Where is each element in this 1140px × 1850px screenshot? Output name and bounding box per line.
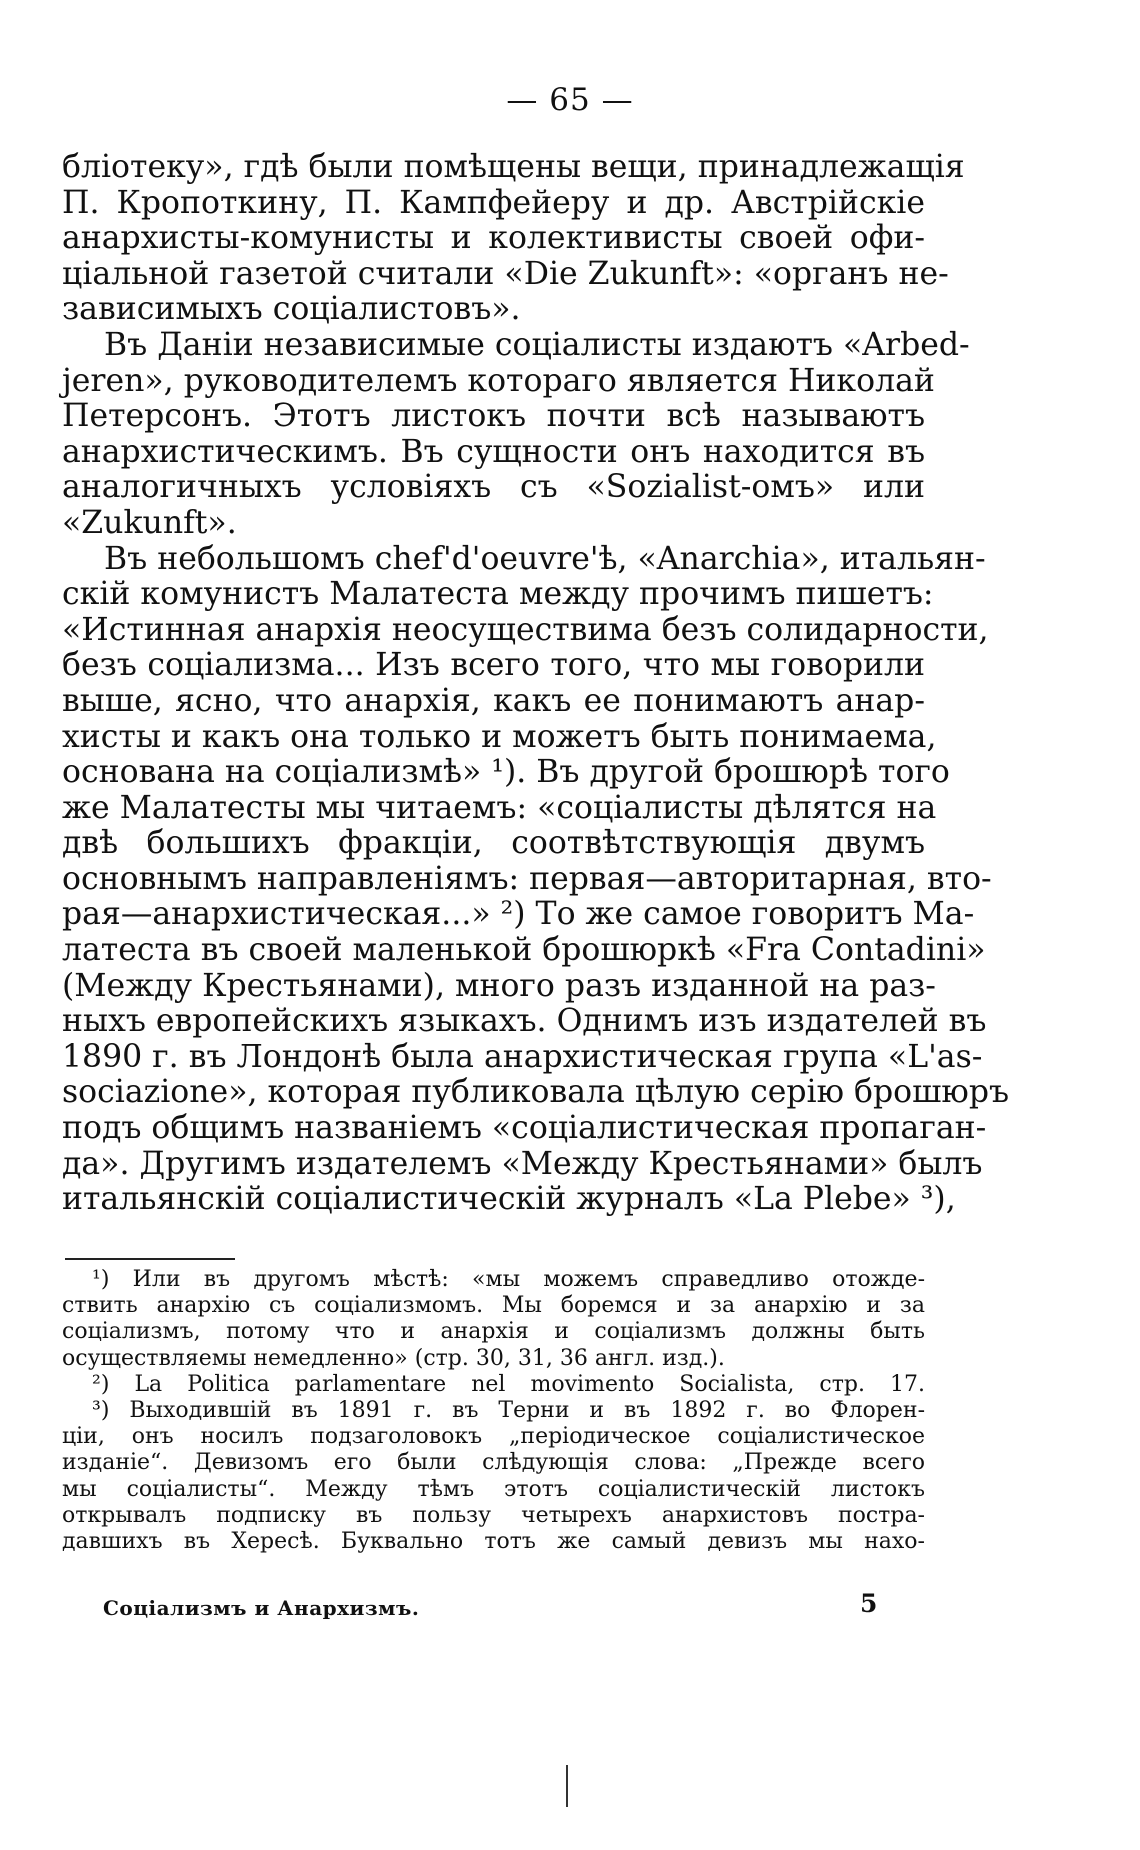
body-line: (Между Крестьянами), много разъ изданной на раз- (62, 967, 936, 1004)
body-line: Въ небольшомъ chef'd'oeuvre'ѣ, «Anarchia», итальян- (104, 540, 986, 577)
footnote-line: ²) La Politica parlamentare nel movimento Socialista, стр. 17. (92, 1371, 925, 1397)
body-line: хисты и какъ она только и можетъ быть понимаема, (62, 718, 937, 755)
footnote-line: ¹) Или въ другомъ мѣстѣ: «мы можемъ справедливо отожде- (92, 1267, 925, 1292)
body-line: рая—анархистическая...» ²) То же самое говоритъ Ма- (62, 896, 975, 933)
footnote-line: осуществляемы немедленно» (стр. 30, 31, 36 англ. изд.). (62, 1345, 725, 1371)
footnote-line: ствить анархію съ соціализмомъ. Мы боремся и за анархію и за (62, 1293, 925, 1319)
body-line: «Истинная анархія неосуществима безъ солидарности, (62, 611, 989, 648)
footnote-line: открывалъ подписку въ пользу четырехъ анархистовъ пострa- (62, 1502, 925, 1528)
footnote-line: соціализмъ, потому что и анархія и соціализмъ должны быть (62, 1319, 925, 1345)
body-line: латеста въ своей маленькой брошюркѣ «Fra Contadini» (62, 932, 986, 969)
body-line: Въ Даніи независимые соціалисты издаютъ «Arbed- (104, 326, 970, 363)
body-line: анархистическимъ. Въ сущности онъ находится въ (62, 433, 925, 470)
footnotes (62, 1267, 925, 1555)
body-text (62, 149, 1010, 1218)
signature-sheet-number: 5 (860, 1589, 878, 1618)
body-line: итальянскій соціалистическій журналъ «La Plebe» ³), (62, 1181, 956, 1218)
body-line: П. Кропоткину, П. Кампфейеру и др. Австрійскіе (62, 184, 925, 221)
signature-title: Соціализмъ и Анархизмъ. (103, 1596, 420, 1620)
body-line: бліотеку», гдѣ были помѣщены вещи, принадлежащія (62, 149, 965, 185)
body-line: аналогичныхъ условіяхъ съ «Sozialist-омъ» или (62, 469, 925, 506)
body-line: jeren», руководителемъ котораго является Николай (62, 362, 935, 399)
body-line: основнымъ направленіямъ: первая—авторитарная, вто- (62, 860, 992, 897)
scan-artifact-mark (566, 1765, 568, 1807)
body-line: «Zukunft». (62, 504, 237, 541)
body-line: да». Другимъ издателемъ «Между Крестьянами» былъ (62, 1145, 983, 1182)
body-line: sociazione», которая публиковала цѣлую серію брошюръ (62, 1074, 1010, 1111)
body-line: выше, ясно, что анархія, какъ ее понимаютъ анар- (62, 682, 925, 719)
body-line: подъ общимъ названіемъ «соціалистическая пропаган- (62, 1110, 987, 1147)
footnote-line: давшихъ въ Хересѣ. Буквально тотъ же самый девизъ мы нахо- (62, 1528, 925, 1554)
footnote-line: ³) Выходившій въ 1891 г. въ Терни и въ 1892 г. во Флорен- (92, 1397, 925, 1423)
footnote-line: мы соціалисты“. Между тѣмъ этотъ соціалистическій листокъ (62, 1476, 925, 1502)
footnote-divider (65, 1258, 235, 1260)
body-line: ныхъ европейскихъ языкахъ. Однимъ изъ издателей въ (62, 1003, 987, 1040)
body-line: двѣ большихъ фракціи, соотвѣтствующія двумъ (62, 825, 925, 862)
body-line: скій комунистъ Малатеста между прочимъ пишетъ: (62, 576, 934, 613)
footnote-line: изданіе“. Девизомъ его были слѣдующія слова: „Прежде всего (62, 1450, 925, 1476)
body-line: 1890 г. въ Лондонѣ была анархистическая група «L'as- (62, 1038, 983, 1075)
body-line: ціальной газетой считали «Die Zukunft»: «органъ не- (62, 255, 949, 292)
body-line: зависимыхъ соціалистовъ». (62, 291, 521, 328)
body-line: безъ соціализма... Изъ всего того, что мы говорили (62, 647, 925, 684)
body-line: анархисты-комунисты и колективисты своей офи- (62, 220, 925, 257)
footnote-line: ціи, онъ носилъ подзаголовокъ „періодическое соціалистическое (62, 1424, 925, 1450)
body-line: же Малатесты мы читаемъ: «соціалисты дѣлятся на (62, 789, 937, 826)
page-number: — 65 — (506, 82, 634, 118)
body-line: основана на соціализмѣ» ¹). Въ другой брошюрѣ того (62, 754, 950, 791)
body-line: Петерсонъ. Этотъ листокъ почти всѣ называютъ (62, 398, 925, 435)
